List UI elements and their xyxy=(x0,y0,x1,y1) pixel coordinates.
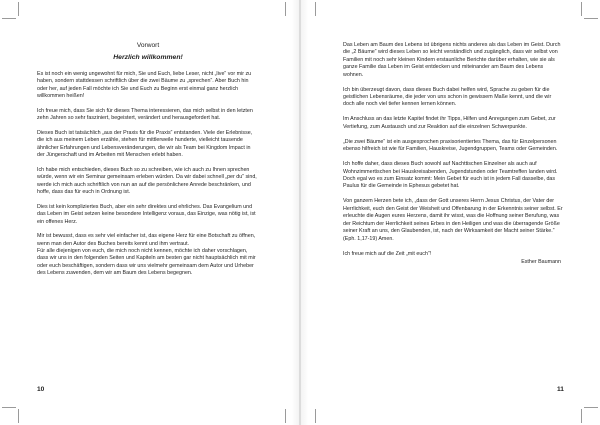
author-signature: Esther Baumann xyxy=(521,258,561,265)
paragraph: Mir ist bewusst, dass es sehr viel einfacher ist, das eigene Herz für eine Botschaft zu öffnen, wenn man den Autor des Buches bereits kennt und ihm vertraut. xyxy=(37,233,256,247)
page-number-left: 10 xyxy=(37,386,45,393)
paragraph: Ich freue mich auf die Zeit „mit euch“! xyxy=(343,250,432,257)
chapter-subheading: Herzlich willkommen! xyxy=(113,54,183,62)
paragraph: Ich freue mich, dass Sie sich für dieses Thema interessieren, das mich selbst in den letzten zehn Jahren so sehr fasziniert, begeistert, verändert und herausgefordert hat. xyxy=(37,107,253,122)
paragraph: „Die zwei Bäume“ ist ein ausgesprochen praxisorientiertes Thema, das für Einzelpersonen ebenso hilfreich ist wie für Familien, Hauskreise, Jugendgruppen, Teams oder Gemeinden. xyxy=(343,138,558,153)
left-page-text xyxy=(37,42,259,278)
paragraph: Ich habe mich entschieden, dieses Buch so zu schreiben, wie ich auch zu Ihnen sprechen würde, wenn wir ein Seminar gemeinsam erleben würden. Da wir dabei schnell „per du“ sind, werde ich mich auch schriftlich von nun an auf die persönlichere Anrede beschränken, und hoffe, dass das für euch in Ordnung ist. xyxy=(37,166,257,195)
paragraph: Dies ist kein kompliziertes Buch, aber ein sehr direktes und ehrliches. Das Evangelium und das Leben im Geist setzen keine besondere Intelligenz voraus, das Einzige, was nötig ist, ist ein offenes Herz. xyxy=(37,203,256,225)
paragraph: Ich hoffe daher, dass dieses Buch sowohl auf Nachttischen Einzelner als auch auf Wohnzimmertischen bei Hauskreisabenden, Jugendstunden oder Teamtreffen landen wird. Doch egal wo es zum Einsatz kommt: Mein Gebet für euch ist in jedem Fall dasselbe, das Paulus für die Gemeinde in Ephesus gebetet hat. xyxy=(343,161,558,190)
paragraph: Dieses Buch ist tatsächlich „aus der Praxis für die Praxis“ entstanden. Viele der Erlebnisse, die ich aus meinem Leben erzähle, stehen für mittlerweile hunderte, vielleicht tausende ähnlicher Erfahrungen und Lebensveränderungen, die wir als Team bei Kingdom Impact in der Jüngerschaft und im Arbeiten mit Menschen erlebt haben. xyxy=(37,129,253,159)
paragraph: Im Anschluss an das letzte Kapitel findet ihr Tipps, Hilfen und Anregungen zum Gebet, zur Vertiefung, zum Austausch und zur Reaktion auf die einzelnen Schwerpunkte. xyxy=(343,116,556,130)
right-page xyxy=(301,0,600,425)
paragraph: Es ist noch ein wenig ungewohnt für mich, Sie und Euch, liebe Leser, nicht „live“ vor mir zu haben, sondern stattdessen schriftlich über die zwei Bäume zu „sprechen“. Aber Buch hin oder her, auf jeden Fall möchte ich Sie und Euch zu Beginn erst einmal ganz herzlich willkommen heißen! xyxy=(37,70,252,100)
paragraph: Für alle diejenigen von euch, die mich noch nicht kennen, möchte ich daher vorschlagen, dass wir uns in den folgenden Seiten und Kapiteln am besten gar nicht hauptsächlich mit mir oder euch beschäftigen, sondern dass wir uns vielmehr gemeinsam dem Autor und Urheber des Lebens zuwenden, dem wir am Baum des Lebens begegnen. xyxy=(37,248,256,277)
page-number-right: 11 xyxy=(557,386,564,393)
paragraph: Das Leben am Baum des Lebens ist übrigens nichts anderes als das Leben im Geist. Durch die „2 Bäume“ wird dieses Leben so leicht verständlich und zugänglich, dass wir selbst von Familien mit noch sehr kleinen Kindern erstaunliche Berichte darüber erhalten, wie sie als ganze Familie das Leben im Geist entdecken und miteinander am Baum des Lebens wohnen. xyxy=(343,42,561,78)
paragraph: Ich bin überzeugt davon, dass dieses Buch dabei helfen wird, Sprache zu geben für die geistlichen Lebensräume, die jeder von uns schon in gewissem Maße kennt, und die wir doch alle noch viel tiefer kennen lernen können. xyxy=(343,86,552,108)
chapter-heading: Vorwort xyxy=(136,42,160,49)
left-page xyxy=(0,0,299,425)
paragraph: Von ganzem Herzen bete ich, „dass der Gott unseres Herrn Jesus Christus, der Vater der Herrlichkeit, euch den Geist der Weisheit und Offenbarung in der Erkenntnis seiner selbst. Er erleuchte die Augen eures Herzens, damit ihr wisst, was die Hoffnung seiner Berufung, was der Reichtum der Herrlichkeit seines Erbes in den Heiligen und was die überragende Größe seiner Kraft an uns, den Glaubenden, ist, nach der Wirksamkeit der Macht seiner Stärke.“ (Eph. 1,17-19) Amen. xyxy=(343,198,563,242)
right-page-text xyxy=(343,42,563,266)
